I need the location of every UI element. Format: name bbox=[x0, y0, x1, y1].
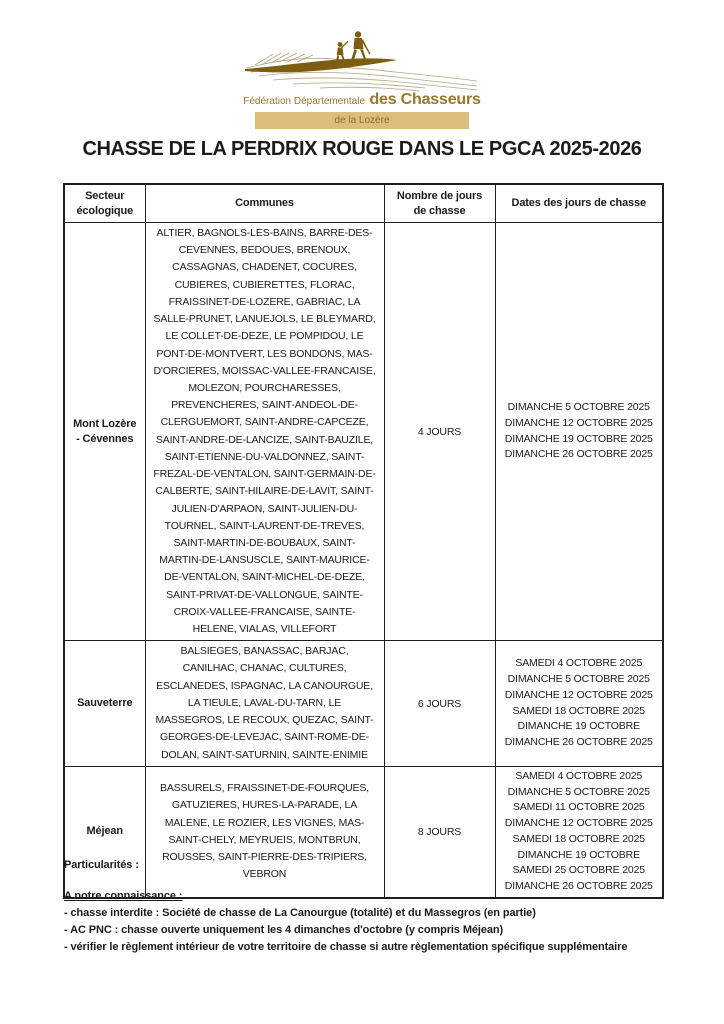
logo-org-small: Fédération Départementale bbox=[243, 96, 366, 107]
list-line: DIMANCHE 12 OCTOBRE 2025 bbox=[504, 416, 653, 429]
table-row bbox=[64, 641, 663, 767]
list-line: DIMANCHE 5 OCTOBRE 2025 bbox=[507, 673, 650, 686]
list-line: SAMEDI 4 OCTOBRE 2025 bbox=[515, 769, 643, 782]
header-secteur: Secteur écologique bbox=[64, 184, 145, 223]
header-communes: Communes bbox=[145, 184, 384, 223]
dates-cell bbox=[495, 641, 663, 767]
list-line: DIMANCHE 19 OCTOBRE 2025 bbox=[504, 432, 653, 445]
table-row bbox=[64, 223, 663, 641]
list-line: DIMANCHE 5 OCTOBRE 2025 bbox=[507, 401, 650, 414]
list-line: DIMANCHE 26 OCTOBRE 2025 bbox=[504, 736, 653, 749]
dates-cell bbox=[495, 223, 663, 641]
logo bbox=[237, 28, 487, 129]
list-line: SAMEDI 18 OCTOBRE 2025 bbox=[512, 704, 645, 717]
logo-org-name bbox=[237, 93, 487, 109]
list-line: DIMANCHE 26 OCTOBRE 2025 bbox=[504, 880, 653, 893]
list-line: - chasse interdite : Société de chasse de La Canourgue (totalité) et du Massegros (en partie) bbox=[64, 907, 536, 919]
page-title: CHASSE DE LA PERDRIX ROUGE DANS LE PGCA 2025-2026 bbox=[82, 138, 642, 160]
logo-org-large: des Chasseurs bbox=[369, 91, 481, 108]
list-line: DIMANCHE 19 OCTOBRE bbox=[517, 720, 640, 733]
communes-cell: BALSIEGES, BANASSAC, BARJAC, CANILHAC, CHANAC, CULTURES, ESCLANEDES, ISPAGNAC, LA CANOURGUE, LA TIEULE, LAVAL-DU-TARN, LE MASSEGROS, LE RECOUX, QUEZAC, SAINT-GEORGES-DE-LEVEJAC, SAINT-ROME-DE-DOLAN, SAINT-SATURNIN, SAINTE-ENIMIE bbox=[145, 641, 384, 767]
schedule-table bbox=[63, 183, 664, 899]
list-line: DIMANCHE 5 OCTOBRE 2025 bbox=[507, 785, 650, 798]
list-line: - vérifier le règlement intérieur de votre territoire de chasse si autre règlementation spécifique supplémentaire bbox=[64, 941, 628, 953]
list-line: DIMANCHE 19 OCTOBRE bbox=[517, 848, 640, 861]
list-line: DIMANCHE 12 OCTOBRE 2025 bbox=[504, 688, 653, 701]
list-line: SAMEDI 4 OCTOBRE 2025 bbox=[515, 657, 643, 670]
list-line: SAMEDI 25 OCTOBRE 2025 bbox=[512, 864, 645, 877]
header-dates: Dates des jours de chasse bbox=[495, 184, 663, 223]
communes-cell: BASSURELS, FRAISSINET-DE-FOURQUES, GATUZIERES, HURES-LA-PARADE, LA MALENE, LE ROZIER, LES VIGNES, MAS-SAINT-CHELY, MEYRUEIS, MONTBRUN, ROUSSES, SAINT-PIERRE-DES-TRIPIERS, VEBRON bbox=[145, 766, 384, 898]
logo-band: de la Lozère bbox=[255, 112, 469, 129]
list-line: DIMANCHE 26 OCTOBRE 2025 bbox=[504, 448, 653, 461]
list-line: SAMEDI 11 OCTOBRE 2025 bbox=[512, 801, 645, 814]
list-line: - AC PNC : chasse ouverte uniquement les 4 dimanches d'octobre (y compris Méjean) bbox=[64, 924, 504, 936]
hunters-logo-illustration bbox=[245, 28, 479, 92]
footer-notes bbox=[64, 857, 706, 956]
jours-cell: 6 JOURS bbox=[384, 641, 495, 767]
particularites-heading: Particularités : bbox=[64, 859, 139, 871]
notes-list bbox=[64, 905, 706, 956]
jours-cell: 4 JOURS bbox=[384, 223, 495, 641]
sector-cell: Méjean bbox=[64, 766, 145, 898]
connaissance-heading: A notre connaissance : bbox=[64, 890, 183, 902]
header-jours: Nombre de jours de chasse bbox=[384, 184, 495, 223]
header-row bbox=[64, 184, 663, 223]
schedule-table-wrap bbox=[63, 183, 664, 899]
sector-cell: Mont Lozère - Cévennes bbox=[64, 223, 145, 641]
list-line: DIMANCHE 12 OCTOBRE 2025 bbox=[504, 817, 653, 830]
list-line: SAMEDI 18 OCTOBRE 2025 bbox=[512, 832, 645, 845]
sector-cell: Sauveterre bbox=[64, 641, 145, 767]
jours-cell: 8 JOURS bbox=[384, 766, 495, 898]
communes-cell: ALTIER, BAGNOLS-LES-BAINS, BARRE-DES-CEVENNES, BEDOUES, BRENOUX, CASSAGNAS, CHADENET, COCURES, CUBIERES, CUBIERETTES, FLORAC, FRAISSINET-DE-LOZERE, GABRIAC, LA SALLE-PRUNET, LANUEJOLS, LE BLEYMARD, LE COLLET-DE-DEZE, LE POMPIDOU, LE PONT-DE-MONTVERT, LES BONDONS, MAS-D'ORCIERES, MOISSAC-VALLEE-FRANCAISE, MOLEZON, POURCHARESSES, PREVENCHERES, SAINT-ANDEOL-DE-CLERGUEMORT, SAINT-ANDRE-CAPCEZE, SAINT-ANDRE-DE-LANCIZE, SAINT-BAUZILE, SAINT-ETIENNE-DU-VALDONNEZ, SAINT-FREZAL-DE-VENTALON, SAINT-GERMAIN-DE-CALBERTE, SAINT-HILAIRE-DE-LAVIT, SAINT-JULIEN-D'ARPAON, SAINT-JULIEN-DU-TOURNEL, SAINT-LAURENT-DE-TREVES, SAINT-MARTIN-DE-BOUBAUX, SAINT-MARTIN-DE-LANSUSCLE, SAINT-MAURICE-DE-VENTALON, SAINT-MICHEL-DE-DEZE, SAINT-PRIVAT-DE-VALLONGUE, SAINTE-CROIX-VALLEE-FRANCAISE, SAINTE-HELENE, VIALAS, VILLEFORT bbox=[145, 223, 384, 641]
